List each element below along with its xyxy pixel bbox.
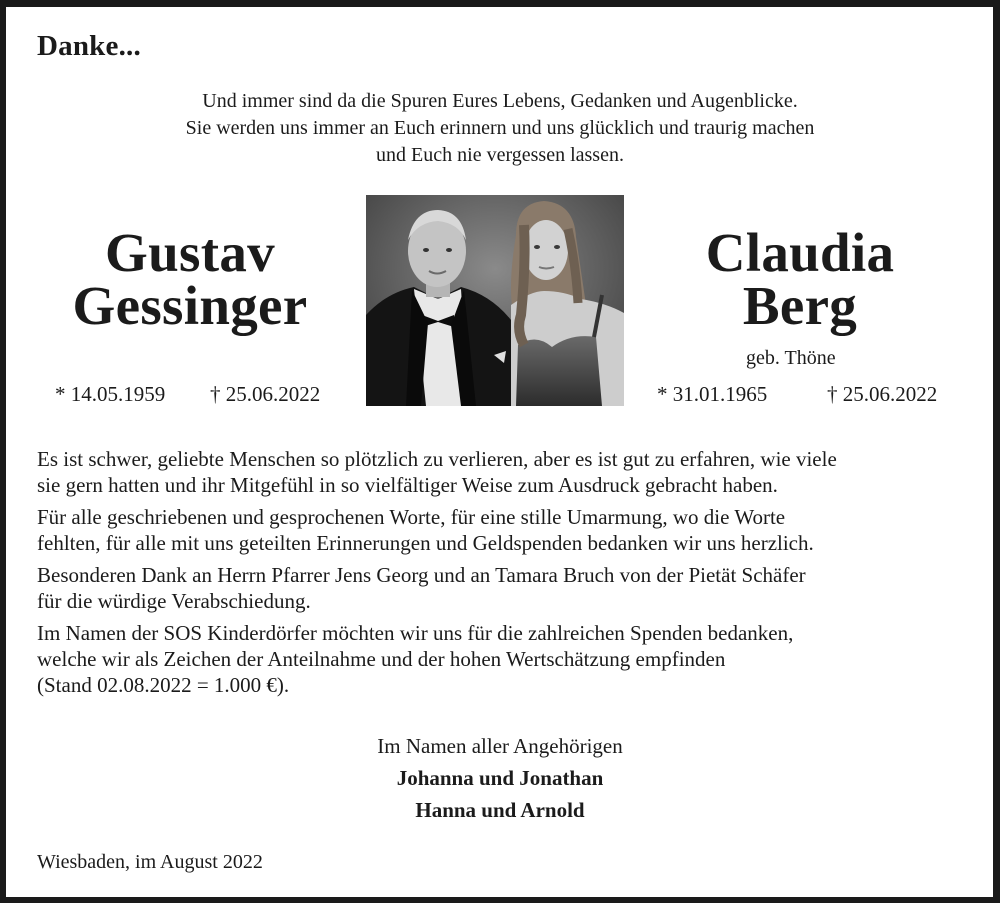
body-paragraph-2-line-1: Für alle geschriebenen und gesprochenen Worte, für eine stille Umarmung, wo die Worte (37, 505, 786, 529)
right-birth-date: * 31.01.1965 (657, 382, 768, 406)
notice-heading: Danke... (37, 30, 141, 62)
body-paragraph-1-line-1: Es ist schwer, geliebte Menschen so plötzlich zu verlieren, aber es ist gut zu erfahren, wie viele (37, 447, 837, 471)
body-paragraph-4-line-1: Im Namen der SOS Kinderdörfer möchten wir uns für die zahlreichen Spenden bedanken, (37, 621, 794, 645)
place-and-date: Wiesbaden, im August 2022 (37, 851, 263, 873)
right-birth-name: geb. Thöne (746, 347, 836, 369)
body-paragraph-4-line-3: (Stand 02.08.2022 = 1.000 €). (37, 673, 290, 697)
body-paragraph-2-line-2: fehlten, für alle mit uns geteilten Erinnerungen und Geldspenden bedanken wir uns herzlich. (37, 531, 814, 555)
motto-line-2: Sie werden uns immer an Euch erinnern und uns glücklich und traurig machen (185, 117, 815, 139)
right-death-date: † 25.06.2022 (827, 382, 938, 406)
left-birth-date: * 14.05.1959 (55, 382, 166, 406)
left-last-name: Gessinger (72, 275, 308, 336)
couple-portrait-photo (366, 195, 624, 406)
motto-line-3: und Euch nie vergessen lassen. (376, 144, 624, 166)
signature-names-2: Hanna und Arnold (415, 798, 585, 822)
motto-line-1: Und immer sind da die Spuren Eures Lebens, Gedanken und Augenblicke. (202, 90, 798, 112)
body-paragraph-3-line-1: Besonderen Dank an Herrn Pfarrer Jens Georg und an Tamara Bruch von der Pietät Schäfer (37, 563, 806, 587)
left-first-name: Gustav (105, 222, 275, 283)
signature-names-1: Johanna und Jonathan (396, 766, 604, 790)
body-paragraph-1-line-2: sie gern hatten und ihr Mitgefühl in so vielfältiger Weise zum Ausdruck gebracht haben. (37, 473, 778, 497)
right-last-name: Berg (742, 275, 858, 336)
right-first-name: Claudia (705, 222, 895, 283)
body-paragraph-4-line-2: welche wir als Zeichen der Anteilnahme und der hohen Wertschätzung empfinden (37, 647, 726, 671)
body-paragraph-3-line-2: für die würdige Verabschiedung. (37, 589, 311, 613)
left-death-date: † 25.06.2022 (210, 382, 321, 406)
signature-intro: Im Namen aller Angehörigen (377, 734, 623, 758)
